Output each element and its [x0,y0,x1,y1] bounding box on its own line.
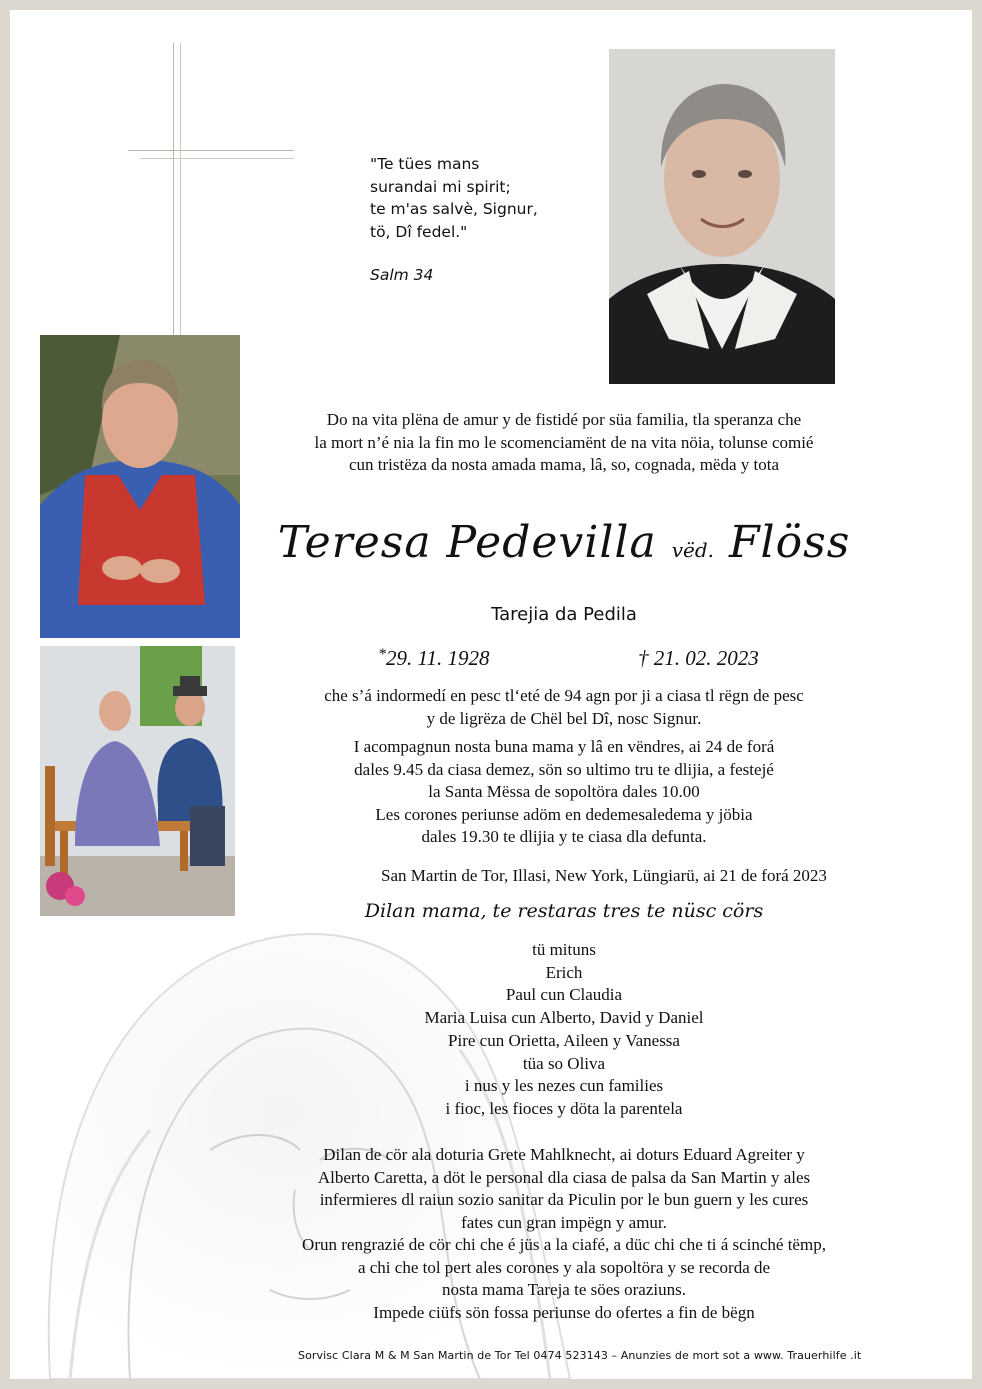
psalm-quote [370,153,538,287]
cross-horizontal-line [128,150,294,151]
portrait-photo [609,49,835,384]
thanks-line: nosta mama Tareja te söes oraziuns. [442,1280,686,1299]
family-member: i fioc, les fioces y döta la parentela [445,1098,683,1118]
thanks-line: Dilan de cör ala doturia Grete Mahlknecht, ai doturs Eduard Agreiter y [323,1145,805,1164]
intro-line: Do na vita plëna de amur y de fistidé por süa familia, tla speranza che [326,410,802,429]
photo-couple-bench [40,646,235,916]
thanks-line: Alberto Caretta, a döt le personal dla ciasa de palsa da San Martin y ales [317,1167,811,1187]
nickname: Tarejia da Pedila [491,604,637,625]
intro-text [260,409,868,477]
family-member: tü mituns [532,940,596,959]
body-line: dales 19.30 te dlijia y te ciasa dla defunta. [421,827,707,846]
birth-mark: * [378,646,386,663]
death-mark: † [638,646,649,670]
body-line: la Santa Mëssa de sopoltöra dales 10.00 [428,782,700,801]
family-member: Paul cun Claudia [505,985,623,1005]
thanks-line: infermieres dl raiun sozio sanitar da Piculin por le bun guern y les cures [319,1190,809,1209]
death-date [638,646,759,671]
family-member: Erich [545,962,583,982]
thanks-line: Impede ciüfs sön fossa periunse do ofertes a fin de bëgn [373,1302,755,1322]
maiden-name: Flöss [729,517,851,568]
quote-line: surandai mi spirit; [370,177,511,196]
intro-line: cun tristëza da nosta amada mama, lâ, so, cognada, mëda y tota [348,455,780,474]
birth-date-value: 29. 11. 1928 [386,646,490,670]
quote-source: Salm 34 [370,266,434,284]
deceased-first-name: Teresa Pedevilla [277,517,657,568]
cross-vertical-line-2 [180,43,181,343]
thanks-text [260,1144,868,1324]
family-member: Maria Luisa cun Alberto, David y Daniel [424,1008,704,1028]
place-and-date: San Martin de Tor, Illasi, New York, Lüngiarü, ai 21 de forá 2023 [381,866,827,885]
cross-vertical-line [173,43,174,343]
announcement-body [260,685,868,849]
cross-horizontal-line-2 [140,158,294,159]
quote-line: tö, Dî fedel." [370,222,468,241]
body-line: che s’á indormedí en pesc tl‘eté de 94 agn por ji a ciasa tl rëgn de pesc [324,686,804,705]
thanks-line: Orun rengrazié de cör chi che é jüs a la ciafé, a düc chi che ti á scinché tëmp, [302,1235,826,1254]
death-date-value: 21. 02. 2023 [653,646,759,670]
family-member: i nus y les nezes cun families [464,1076,664,1096]
photo-woman-outdoors [40,335,240,638]
quote-line: te m'as salvè, Signur, [370,200,538,218]
farewell-slogan: Dilan mama, te restaras tres te nüsc cörs [364,900,764,922]
quote-line: "Te tües mans [370,155,480,173]
thanks-line: fates cun gran impëgn y amur. [461,1212,667,1232]
deceased-name [260,517,868,568]
family-list [260,939,868,1121]
widow-label: vëd. [671,538,715,562]
family-member: Pire cun Orietta, Aileen y Vanessa [448,1030,680,1050]
thanks-line: a chi che tol pert ales corones y ala sopoltöra y se recorda de [357,1257,771,1277]
intro-line: la mort n’é nia la fin mo le scomenciamënt de na vita nöia, tolunse comié [314,432,814,452]
obituary-sheet [10,10,972,1379]
family-member: tüa so Oliva [522,1053,606,1073]
body-line: dales 9.45 da ciasa demez, sön so ultimo tru te dlijia, a festejé [354,759,774,779]
body-line: Les corones periunse adöm en dedemesaledema y jöbia [375,804,753,824]
footer-credit: Sorvisc Clara M & M San Martin de Tor Tel 0474 523143 – Anunzies de mort sot a www. Trauerhilfe .it [298,1349,862,1362]
birth-date [378,646,489,671]
body-line: I acompagnun nosta buna mama y lâ en vëndres, ai 24 de forá [353,737,775,756]
body-line: y de ligrëza de Chël bel Dî, nosc Signur. [426,708,702,728]
